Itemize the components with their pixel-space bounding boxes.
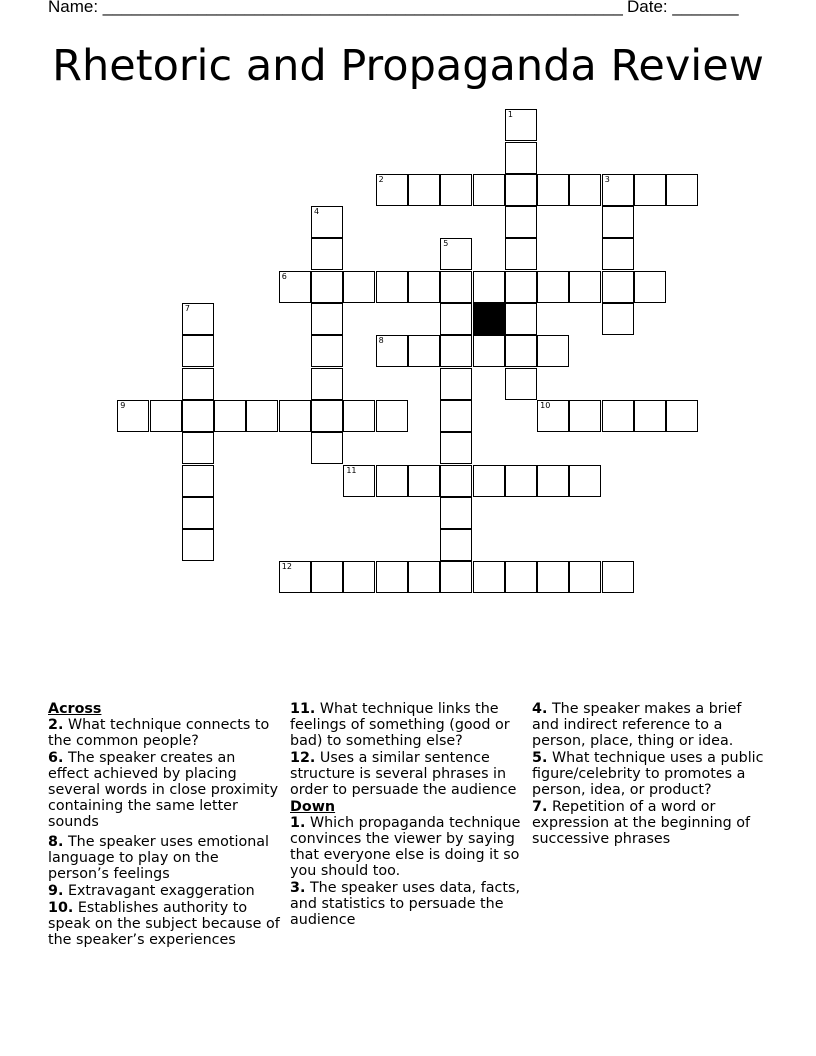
answer-cell[interactable]: [214, 400, 246, 432]
answer-cell[interactable]: [408, 174, 440, 206]
answer-cell[interactable]: [537, 561, 569, 593]
answer-cell[interactable]: [182, 497, 214, 529]
clue-number: 1.: [290, 815, 306, 831]
answer-cell[interactable]: [473, 271, 505, 303]
answer-cell[interactable]: [408, 561, 440, 593]
answer-cell[interactable]: [440, 497, 472, 529]
date-field-line: Date: _______: [627, 0, 739, 16]
answer-cell[interactable]: [279, 561, 311, 593]
answer-cell[interactable]: [311, 368, 343, 400]
answer-cell[interactable]: [569, 561, 601, 593]
answer-cell[interactable]: [569, 400, 601, 432]
cell-number: 5: [443, 239, 449, 249]
answer-cell[interactable]: [505, 368, 537, 400]
answer-cell[interactable]: [602, 238, 634, 270]
answer-cell[interactable]: [182, 432, 214, 464]
across-clue-6: [48, 750, 280, 830]
clue-number: 8.: [48, 834, 64, 850]
answer-cell[interactable]: [343, 271, 375, 303]
answer-cell[interactable]: [311, 238, 343, 270]
answer-cell[interactable]: [569, 271, 601, 303]
cell-number: 8: [378, 336, 384, 346]
down-clue-3: [290, 880, 522, 928]
cell-number: 11: [346, 465, 357, 475]
answer-cell[interactable]: [440, 400, 472, 432]
answer-cell[interactable]: [505, 109, 537, 141]
clue-text: The speaker uses data, facts, and statistics to persuade the audience: [290, 880, 520, 928]
answer-cell[interactable]: [311, 303, 343, 335]
answer-cell[interactable]: [440, 529, 472, 561]
answer-cell[interactable]: [311, 206, 343, 238]
answer-cell[interactable]: [343, 465, 375, 497]
answer-cell[interactable]: [505, 465, 537, 497]
answer-cell[interactable]: [376, 465, 408, 497]
answer-cell[interactable]: [505, 174, 537, 206]
clue-text: The speaker makes a brief and indirect reference to a person, place, thing or idea.: [532, 701, 742, 749]
cell-number: 6: [281, 271, 287, 281]
answer-cell[interactable]: [440, 335, 472, 367]
cell-number: 2: [378, 174, 384, 184]
cell-number: 3: [604, 174, 610, 184]
clue-text: Extravagant exaggeration: [67, 883, 255, 899]
answer-cell[interactable]: [182, 303, 214, 335]
answer-cell[interactable]: [505, 271, 537, 303]
answer-cell[interactable]: [569, 465, 601, 497]
answer-cell[interactable]: [537, 335, 569, 367]
answer-cell[interactable]: [602, 303, 634, 335]
clue-column-3: [532, 701, 764, 848]
clue-text: The speaker uses emotional language to play on the person’s feelings: [48, 834, 270, 882]
answer-cell[interactable]: [182, 368, 214, 400]
clue-column-2: [290, 701, 522, 929]
clue-text: Establishes authority to speak on the subject because of the speaker’s experiences: [48, 900, 280, 948]
answer-cell[interactable]: [182, 335, 214, 367]
answer-cell[interactable]: [537, 174, 569, 206]
across-clue-11: [290, 701, 522, 749]
answer-cell[interactable]: [473, 335, 505, 367]
answer-cell[interactable]: [279, 400, 311, 432]
answer-cell[interactable]: [440, 238, 472, 270]
answer-cell[interactable]: [440, 303, 472, 335]
answer-cell[interactable]: [182, 400, 214, 432]
across-clue-10: [48, 900, 280, 948]
clue-text: Which propaganda technique convinces the viewer by saying that everyone else is doing it so you should too.: [290, 815, 521, 879]
clue-column-1: [48, 701, 280, 949]
clue-number: 2.: [48, 717, 64, 733]
answer-cell[interactable]: [150, 400, 182, 432]
answer-cell[interactable]: [537, 400, 569, 432]
cell-number: 4: [314, 207, 320, 217]
clue-text: Uses a similar sentence structure is several phrases in order to persuade the audience: [290, 750, 517, 798]
down-heading: Down: [290, 799, 336, 815]
name-field-line: Name: _______________________________________________________: [48, 0, 623, 16]
answer-cell[interactable]: [505, 142, 537, 174]
cell-number: 7: [184, 304, 190, 314]
black-cell: [473, 303, 505, 335]
page-title: Rhetoric and Propaganda Review: [52, 41, 764, 91]
answer-cell[interactable]: [311, 561, 343, 593]
cell-number: 9: [120, 400, 126, 410]
answer-cell[interactable]: [246, 400, 278, 432]
clue-number: 6.: [48, 750, 64, 766]
across-clue-2: [48, 717, 280, 749]
clue-number: 12.: [290, 750, 316, 766]
answer-cell[interactable]: [473, 561, 505, 593]
down-clue-7: [532, 799, 764, 847]
clue-text: What technique connects to the common people?: [48, 717, 270, 749]
answer-cell[interactable]: [408, 271, 440, 303]
answer-cell[interactable]: [505, 303, 537, 335]
answer-cell[interactable]: [505, 238, 537, 270]
answer-cell[interactable]: [440, 368, 472, 400]
answer-cell[interactable]: [602, 206, 634, 238]
answer-cell[interactable]: [440, 174, 472, 206]
answer-cell[interactable]: [634, 400, 666, 432]
clue-number: 3.: [290, 880, 306, 896]
answer-cell[interactable]: [602, 174, 634, 206]
answer-cell[interactable]: [602, 271, 634, 303]
answer-cell[interactable]: [440, 465, 472, 497]
clue-number: 10.: [48, 900, 74, 916]
clue-number: 5.: [532, 750, 548, 766]
answer-cell[interactable]: [117, 400, 149, 432]
answer-cell[interactable]: [602, 400, 634, 432]
answer-cell[interactable]: [279, 271, 311, 303]
answer-cell[interactable]: [343, 400, 375, 432]
across-clue-9: [48, 883, 280, 899]
clue-text: What technique uses a public figure/celebrity to promotes a person, idea, or product?: [532, 750, 764, 798]
answer-cell[interactable]: [440, 561, 472, 593]
answer-cell[interactable]: [505, 206, 537, 238]
across-clue-12: [290, 750, 522, 798]
clue-text: What technique links the feelings of something (good or bad) to something else?: [290, 701, 510, 749]
answer-cell[interactable]: [408, 465, 440, 497]
answer-cell[interactable]: [634, 271, 666, 303]
answer-cell[interactable]: [666, 400, 698, 432]
clue-number: 9.: [48, 883, 64, 899]
answer-cell[interactable]: [602, 561, 634, 593]
down-clue-4: [532, 701, 764, 749]
answer-cell[interactable]: [505, 335, 537, 367]
clue-number: 7.: [532, 799, 548, 815]
across-clue-8: [48, 834, 280, 882]
clue-text: The speaker creates an effect achieved by placing several words in close proximity containing the same letter sounds: [48, 750, 279, 830]
answer-cell[interactable]: [569, 174, 601, 206]
answer-cell[interactable]: [376, 335, 408, 367]
answer-cell[interactable]: [343, 561, 375, 593]
answer-cell[interactable]: [182, 465, 214, 497]
cell-number: 1: [507, 110, 513, 120]
down-clue-1: [290, 815, 522, 879]
answer-cell[interactable]: [311, 432, 343, 464]
answer-cell[interactable]: [537, 465, 569, 497]
answer-cell[interactable]: [537, 271, 569, 303]
answer-cell[interactable]: [311, 271, 343, 303]
answer-cell[interactable]: [376, 174, 408, 206]
across-heading: Across: [48, 701, 102, 717]
cell-number: 10: [540, 400, 551, 410]
answer-cell[interactable]: [408, 335, 440, 367]
answer-cell[interactable]: [473, 465, 505, 497]
answer-cell[interactable]: [666, 174, 698, 206]
answer-cell[interactable]: [634, 174, 666, 206]
answer-cell[interactable]: [311, 335, 343, 367]
answer-cell[interactable]: [440, 271, 472, 303]
down-clue-5: [532, 750, 764, 798]
clue-number: 4.: [532, 701, 548, 717]
clue-number: 11.: [290, 701, 316, 717]
clue-text: Repetition of a word or expression at the beginning of successive phrases: [532, 799, 751, 847]
answer-cell[interactable]: [505, 561, 537, 593]
answer-cell[interactable]: [440, 432, 472, 464]
answer-cell[interactable]: [182, 529, 214, 561]
answer-cell[interactable]: [473, 174, 505, 206]
cell-number: 12: [281, 562, 292, 572]
answer-cell[interactable]: [311, 400, 343, 432]
answer-cell[interactable]: [376, 400, 408, 432]
answer-cell[interactable]: [376, 561, 408, 593]
answer-cell[interactable]: [376, 271, 408, 303]
